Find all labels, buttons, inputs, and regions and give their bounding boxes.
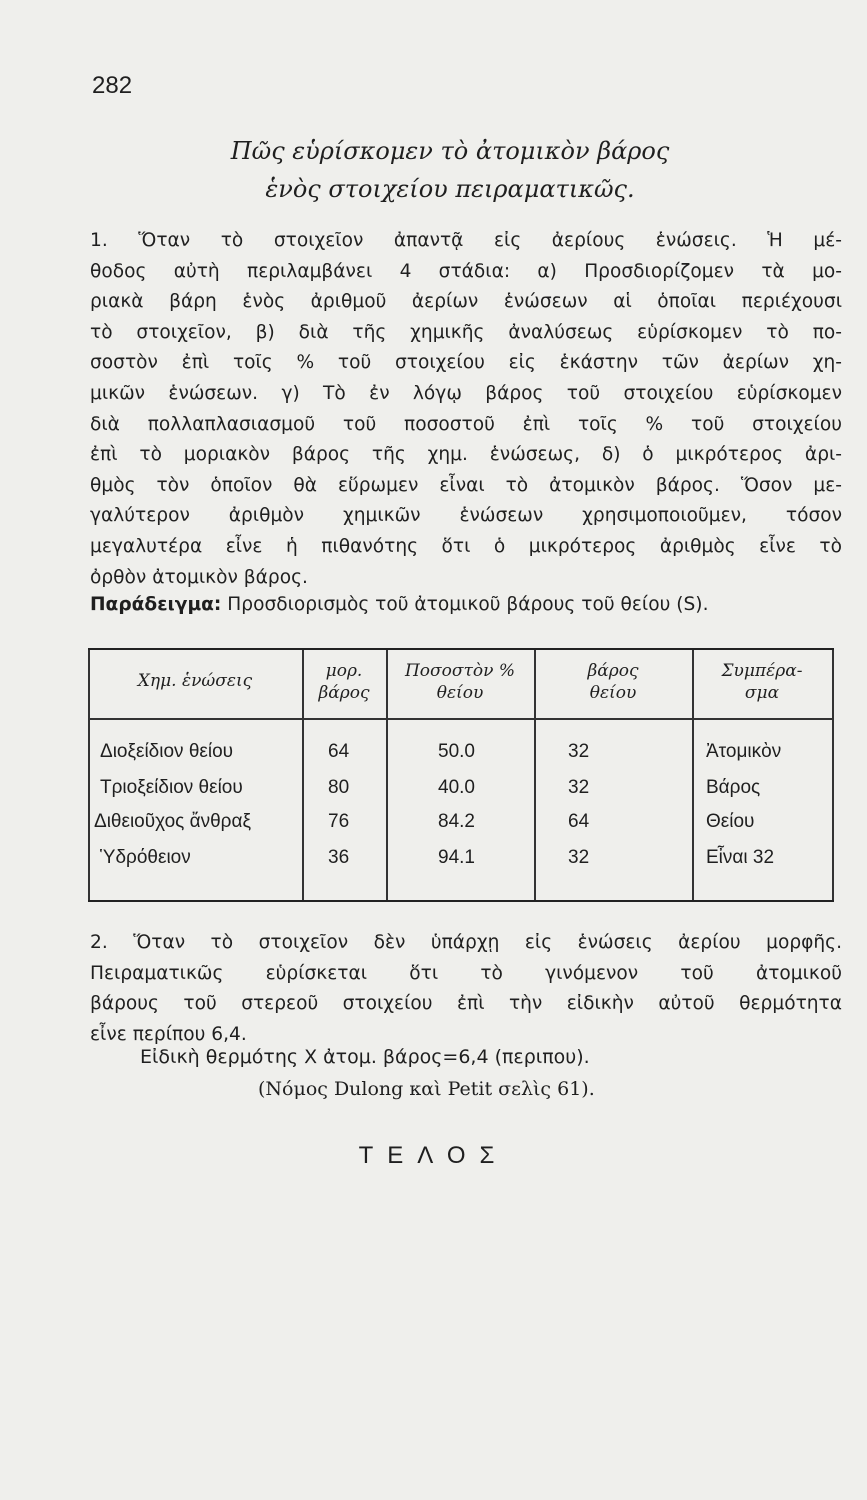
cell-compound: Ὑδρόθειον [100, 847, 191, 868]
paragraph-line: ἐπὶ τὸ μοριακὸν βάρος τῆς χημ. ἑνώσεως, δ) ὁ μικρότερος ἀρι- [90, 444, 842, 466]
paragraph-line: μικῶν ἑνώσεων. γ) Τὸ ἐν λόγῳ βάρος τοῦ στοιχείου εὑρίσκομεν [90, 382, 842, 404]
paragraph-line: διὰ πολλαπλασιασμοῦ τοῦ ποσοστοῦ ἐπὶ τοῖς % τοῦ στοιχείου [90, 413, 842, 435]
header-molecular-weight [304, 660, 384, 704]
paragraph-line: 1. Ὅταν τὸ στοιχεῖον ἀπαντᾷ εἰς ἀερίους ἑνώσεις. Ἡ μέ- [90, 230, 842, 251]
cell-conclusion: Θείου [706, 811, 755, 832]
example-label: Παράδειγμα: [90, 594, 222, 615]
end-marker: ΤΕΛΟΣ [358, 1142, 509, 1169]
paragraph-line: εἶνε περίπου 6,4. [90, 1023, 247, 1045]
cell-mol: 80 [328, 777, 350, 798]
paragraph-line: τὸ στοιχεῖον, β) διὰ τῆς χημικῆς ἀναλύσεως εὑρίσκομεν τὸ πο- [90, 321, 842, 343]
title-line-1: Πῶς εὑρίσκομεν τὸ ἀτομικὸν βάρος [230, 137, 670, 165]
cell-pct: 40.0 [438, 777, 475, 798]
cell-pct: 94.1 [438, 847, 475, 868]
header-text: θείου [436, 683, 484, 703]
cell-pct: 84.2 [438, 811, 475, 832]
cell-conclusion: Βάρος [706, 777, 761, 798]
header-conclusion [694, 660, 830, 704]
header-text: Συμπέρα- [721, 661, 803, 681]
header-text: βάρος [587, 661, 639, 681]
table-header-rule [88, 718, 834, 720]
cell-compound: Τριοξείδιον θείου [100, 777, 243, 798]
header-text: θείου [589, 683, 637, 703]
specific-heat-formula: Εἰδικὴ θερμότης Χ ἀτομ. βάρος=6,4 (περιπου). [140, 1046, 590, 1068]
header-text: Ποσοστὸν % [404, 661, 516, 681]
paragraph-1 [90, 226, 842, 593]
cell-mol: 64 [328, 741, 350, 762]
header-text: μορ. [325, 661, 363, 681]
header-text: σμα [744, 683, 780, 703]
cell-weight: 32 [568, 777, 590, 798]
header-compounds: Χημ. ἑνώσεις [137, 671, 253, 691]
cell-conclusion: Ἀτομικὸν [706, 741, 782, 762]
paragraph-line: μεγαλυτέρα εἶνε ἡ πιθανότης ὅτι ὁ μικρότερος ἀριθμὸς εἶνε τὸ [90, 535, 842, 557]
cell-pct: 50.0 [438, 741, 475, 762]
example-heading [90, 590, 842, 620]
sulfur-table [88, 648, 834, 902]
paragraph-line: βάρους τοῦ στερεοῦ στοιχείου ἐπὶ τὴν εἰδικὴν αὐτοῦ θερμότητα [90, 993, 842, 1015]
title-line-2: ἑνὸς στοιχείου πειραματικῶς. [265, 175, 635, 203]
table-border-right [832, 650, 834, 900]
paragraph-line: 2. Ὅταν τὸ στοιχεῖον δὲν ὑπάρχῃ εἰς ἑνώσεις ἀερίου μορφῆς. [90, 932, 842, 953]
cell-conclusion: Εἶναι 32 [706, 847, 775, 868]
paragraph-line: σοστὸν ἐπὶ τοῖς % τοῦ στοιχείου εἰς ἑκάστην τῶν ἀερίων χη- [90, 352, 842, 374]
paragraph-line: γαλύτερον ἀριθμὸν χημικῶν ἑνώσεων χρησιμοποιοῦμεν, τόσον [90, 505, 842, 527]
paragraph-line: θοδος αὐτὴ περιλαμβάνει 4 στάδια: α) Προσδιορίζομεν τὰ μο- [90, 260, 842, 282]
cell-mol: 36 [328, 847, 350, 868]
paragraph-2 [90, 928, 842, 1050]
cell-mol: 76 [328, 811, 350, 832]
dulong-petit-reference: (Νόμος Dulong καὶ Petit σελὶς 61). [258, 1078, 595, 1100]
table-border-left [88, 650, 90, 900]
paragraph-line: ριακὰ βάρη ἑνὸς ἀριθμοῦ ἀερίων ἑνώσεων αἱ ὁποῖαι περιέχουσι [90, 291, 842, 313]
header-text: βάρος [318, 683, 370, 703]
paragraph-line: ὀρθὸν ἀτομικὸν βάρος. [90, 566, 308, 588]
page-number: 282 [92, 72, 133, 99]
paragraph-line: θμὸς τὸν ὁποῖον θὰ εὕρωμεν εἶναι τὸ ἀτομικὸν βάρος. Ὅσον με- [90, 474, 842, 496]
cell-weight: 32 [568, 741, 590, 762]
paragraph-line: Πειραματικῶς εὑρίσκεται ὅτι τὸ γινόμενον τοῦ ἀτομικοῦ [90, 962, 842, 984]
section-title [90, 132, 810, 208]
header-percent-sulfur [388, 660, 532, 704]
header-sulfur-weight [536, 660, 690, 704]
cell-weight: 32 [568, 847, 590, 868]
example-text: Προσδιορισμὸς τοῦ ἀτομικοῦ βάρους τοῦ θείου (S). [227, 594, 709, 615]
cell-compound: Διοξείδιον θείου [100, 741, 234, 762]
cell-weight: 64 [568, 811, 590, 832]
cell-compound: Διθειοῦχος ἄνθραξ [94, 811, 251, 832]
